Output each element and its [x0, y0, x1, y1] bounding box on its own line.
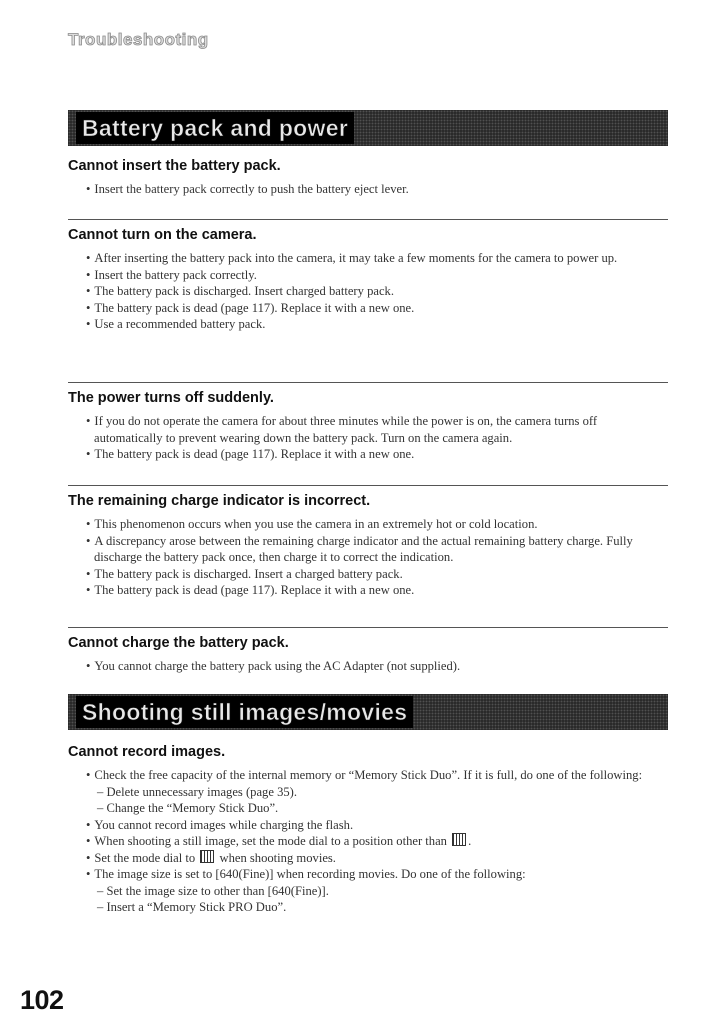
list-subitem: – Delete unnecessary images (page 35).	[97, 784, 298, 799]
list-subitem: – Change the “Memory Stick Duo”.	[97, 801, 279, 815]
list-item: • Insert the battery pack correctly.	[82, 267, 668, 284]
issue-cannot-record	[68, 743, 668, 916]
list-item: • The battery pack is discharged. Insert charged battery pack.	[82, 283, 668, 300]
issue-cannot-charge	[68, 627, 668, 675]
list-subitem: – Insert a “Memory Stick PRO Duo”.	[97, 900, 287, 914]
list-item: • The battery pack is dead (page 117). Replace it with a new one.	[82, 582, 668, 599]
list-item: • This phenomenon occurs when you use the camera in an extremely hot or cold location.	[82, 516, 668, 533]
list-item: • The battery pack is dead (page 117). Replace it with a new one.	[82, 446, 668, 463]
list-item: • If you do not operate the camera for about three minutes while the power is on, the camera turns off automatically to prevent wearing down the battery pack. Turn on the camera again.	[82, 413, 668, 446]
section-banner-shooting	[68, 694, 668, 730]
issue-title: Cannot record images.	[68, 744, 226, 760]
list-item: • The battery pack is discharged. Insert a charged battery pack.	[82, 566, 668, 583]
issue-cannot-insert	[68, 157, 668, 198]
list-item: • You cannot charge the battery pack using the AC Adapter (not supplied).	[82, 658, 668, 675]
section-title: Battery pack and power	[76, 112, 354, 144]
issue-title: The remaining charge indicator is incorrect.	[68, 493, 371, 509]
list-item: • Insert the battery pack correctly to push the battery eject lever.	[82, 181, 668, 198]
list-item: • The image size is set to [640(Fine)] when recording movies. Do one of the following:	[82, 866, 668, 883]
issue-cannot-turn-on	[68, 219, 668, 333]
issue-title: Cannot charge the battery pack.	[68, 635, 289, 651]
movie-mode-icon	[200, 850, 214, 863]
list-item: • Check the free capacity of the internal memory or “Memory Stick Duo”. If it is full, do one of the following:	[82, 767, 668, 784]
list-subitem: – Set the image size to other than [640(Fine)].	[97, 883, 329, 898]
section-title: Shooting still images/movies	[76, 696, 413, 728]
list-item: • The battery pack is dead (page 117). Replace it with a new one.	[82, 300, 668, 317]
list-item: • When shooting a still image, set the mode dial to a position other than .	[82, 833, 668, 850]
issue-title: Cannot insert the battery pack.	[68, 158, 281, 174]
list-item: • After inserting the battery pack into the camera, it may take a few moments for the camera to power up.	[82, 250, 668, 267]
issue-title: The power turns off suddenly.	[68, 390, 274, 406]
running-header: Troubleshooting	[68, 30, 209, 49]
list-item: • You cannot record images while charging the flash.	[82, 817, 668, 834]
list-item: • Use a recommended battery pack.	[82, 316, 668, 333]
section-banner-battery	[68, 110, 668, 146]
movie-mode-icon	[452, 833, 466, 846]
issue-charge-indicator	[68, 485, 668, 599]
list-item: • Set the mode dial to when shooting movies.	[82, 850, 668, 867]
issue-title: Cannot turn on the camera.	[68, 227, 257, 243]
issue-power-off	[68, 382, 668, 463]
page-number: 102	[20, 985, 64, 1015]
list-item: • A discrepancy arose between the remaining charge indicator and the actual remaining battery charge. Fully discharge the battery pack once, then charge it to correct the indication.	[82, 533, 668, 566]
